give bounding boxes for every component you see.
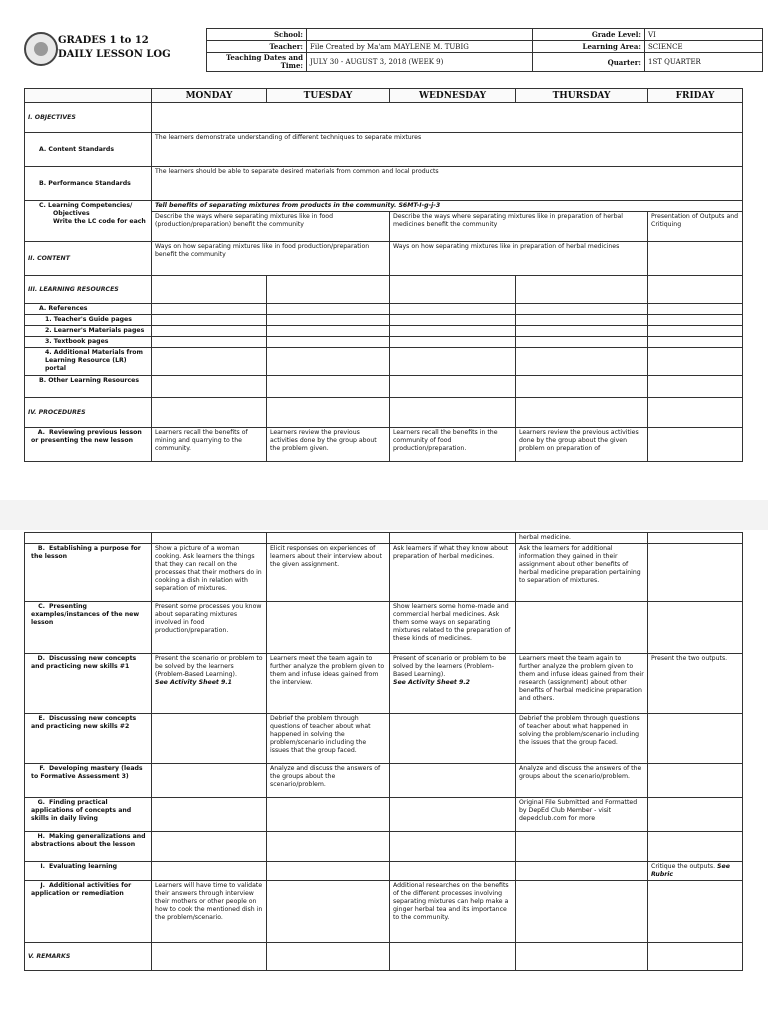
- procedure-b-label: [25, 544, 152, 602]
- procedure-j-monday: Learners will have time to validate their answers through interview their mothers or other people on how to cook the mentioned dish in the problem/scenario.: [152, 881, 267, 943]
- title-line-2: DAILY LESSON LOG: [58, 49, 171, 60]
- content-heading: II. CONTENT: [25, 242, 152, 276]
- day-thursday: THURSDAY: [516, 89, 648, 103]
- procedure-a-thursday-continued: herbal medicine.: [516, 533, 648, 544]
- lc-code-text: Tell benefits of separating mixtures from products in the community. S6MT-I-g-j-3: [152, 201, 743, 212]
- day-tuesday: TUESDAY: [267, 89, 390, 103]
- procedure-c-text: Presenting examples/instances of the new lesson: [31, 603, 140, 626]
- remarks-heading: V. REMARKS: [25, 943, 152, 971]
- activity-sheet-9-2: See Activity Sheet 9.2: [393, 679, 470, 686]
- procedure-i-text: Evaluating learning: [49, 863, 118, 870]
- lc-label-line-2: Objectives: [53, 210, 90, 217]
- objectives-empty: [152, 103, 743, 133]
- procedure-a-text: Reviewing previous lesson or presenting the new lesson: [31, 429, 142, 444]
- procedure-a-row: [25, 428, 743, 462]
- day-header-row: [25, 89, 743, 103]
- procedure-g-row: [25, 798, 743, 832]
- teacher-value: File Created by Ma'am MAYLENE M. TUBIG: [307, 41, 533, 53]
- procedure-a-monday: Learners recall the benefits of mining and quarrying to the community.: [152, 428, 267, 462]
- deped-seal-icon: [24, 32, 58, 66]
- content-standards-label: A. Content Standards: [25, 133, 152, 167]
- dates-label-line-2: Time:: [280, 61, 303, 70]
- lc-label-line-3: Write the LC code for each: [53, 218, 146, 225]
- procedure-f-thursday: Analyze and discuss the answers of the groups about the scenario/problem.: [516, 764, 648, 798]
- procedure-j-text: Additional activities for application or remediation: [31, 882, 132, 897]
- procedure-d-wednesday: [390, 654, 516, 714]
- performance-standards-text: The learners should be able to separate desired materials from common and local products: [152, 167, 743, 201]
- procedure-d-label: [25, 654, 152, 714]
- procedure-a-letter: A.: [37, 429, 45, 436]
- title-line-1: GRADES 1 to 12: [58, 35, 149, 46]
- content-monday: Ways on how separating mixtures like in food production/preparation benefit the community: [152, 242, 390, 276]
- procedure-c-row: [25, 602, 743, 654]
- performance-standards-row: [25, 167, 743, 201]
- procedure-c-wednesday: Show learners some home-made and commercial herbal medicines. Ask them some ways on separating mixtures related to the preparation of these kinds of medicines.: [390, 602, 516, 654]
- procedure-d-monday-text: Present the scenario or problem to be solved by the learners (Problem-Based Learning).: [155, 655, 263, 678]
- procedure-e-label: [25, 714, 152, 764]
- procedure-j-row: [25, 881, 743, 943]
- procedure-b-monday: Show a picture of a woman cooking. Ask learners the things that they can recall on the processes that their mothers do in cooking a dish in relation with separation of mixtures.: [152, 544, 267, 602]
- procedure-e-text: Discussing new concepts and practicing new skills #2: [31, 715, 137, 730]
- day-monday: MONDAY: [152, 89, 267, 103]
- teachers-guide-row: [25, 315, 743, 326]
- references-label: A. References: [25, 304, 152, 315]
- procedure-e-thursday: Debrief the problem through questions of teacher about what happened in solving the problem/scenario including the issues that the group faced.: [516, 714, 648, 764]
- procedure-b-wednesday: Ask learners if what they know about preparation of herbal medicines.: [390, 544, 516, 602]
- textbook-row: [25, 337, 743, 348]
- learning-competencies-label: [25, 201, 152, 242]
- other-resources-row: [25, 376, 743, 398]
- procedure-e-tuesday: Debrief the problem through questions of teacher about what happened in solving the problem/scenario including the issues that the group faced.: [267, 714, 390, 764]
- procedure-i-letter: I.: [40, 863, 45, 870]
- procedure-a-friday: [648, 428, 743, 462]
- page-gap: [0, 500, 768, 530]
- objectives-heading: I. OBJECTIVES: [25, 103, 152, 133]
- procedure-a-label: [25, 428, 152, 462]
- procedure-a-tuesday: Learners review the previous activities done by the group about the problem given.: [267, 428, 390, 462]
- additional-materials-label: 4. Additional Materials from Learning Resource (LR) portal: [25, 348, 152, 376]
- procedure-h-label: [25, 832, 152, 862]
- procedure-c-label: [25, 602, 152, 654]
- header-info-table: [206, 28, 763, 72]
- day-friday: FRIDAY: [648, 89, 743, 103]
- procedure-d-text: Discussing new concepts and practicing new skills #1: [31, 655, 137, 670]
- procedure-b-tuesday: Elicit responses on experiences of learners about their interview about the given assignment.: [267, 544, 390, 602]
- dates-label: [207, 53, 307, 72]
- lesson-log-header: [24, 28, 744, 76]
- procedure-f-text: Developing mastery (leads to Formative Assessment 3): [31, 765, 143, 780]
- day-wednesday: WEDNESDAY: [390, 89, 516, 103]
- procedure-b-thursday: Ask the learners for additional information they gained in their assignment about other benefits of herbal medicine preparation pertaining to separation of mixtures.: [516, 544, 648, 602]
- see-rubric: See Rubric: [651, 863, 730, 878]
- procedure-a-continued-row: [25, 533, 743, 544]
- content-row: [25, 242, 743, 276]
- grade-value: VI: [645, 29, 763, 41]
- procedure-g-letter: G.: [37, 799, 45, 806]
- procedure-e-row: [25, 714, 743, 764]
- lc-label-line-1: C. Learning Competencies/: [39, 202, 133, 209]
- lesson-table-page-1: [24, 88, 743, 462]
- page-2: [0, 530, 768, 1024]
- document-title: [58, 34, 171, 62]
- procedure-b-text: Establishing a purpose for the lesson: [31, 545, 141, 560]
- procedure-d-monday: [152, 654, 267, 714]
- learners-materials-label: 2. Learner's Materials pages: [25, 326, 152, 337]
- teacher-label: Teacher:: [207, 41, 307, 53]
- procedure-b-letter: B.: [37, 545, 45, 552]
- additional-materials-row: [25, 348, 743, 376]
- dates-label-line-1: Teaching Dates and: [225, 53, 303, 62]
- content-standards-text: The learners demonstrate understanding of different techniques to separate mixtures: [152, 133, 743, 167]
- procedure-b-row: [25, 544, 743, 602]
- procedure-g-thursday: Original File Submitted and Formatted by DepEd Club Member - visit depedclub.com for more: [516, 798, 648, 832]
- procedure-g-text: Finding practical applications of concepts and skills in daily living: [31, 799, 132, 822]
- procedure-j-letter: J.: [40, 882, 45, 889]
- corner-cell: [25, 89, 152, 103]
- procedure-f-tuesday: Analyze and discuss the answers of the groups about the scenario/problem.: [267, 764, 390, 798]
- procedure-h-row: [25, 832, 743, 862]
- quarter-label: Quarter:: [533, 53, 645, 72]
- learners-materials-row: [25, 326, 743, 337]
- school-label: School:: [207, 29, 307, 41]
- procedures-row: [25, 398, 743, 428]
- lc-code-row: [25, 201, 743, 212]
- procedure-d-wednesday-text: Present of scenario or problem to be solved by the learners (Problem-Based Learning).: [393, 655, 507, 678]
- procedure-f-label: [25, 764, 152, 798]
- teachers-guide-label: 1. Teacher's Guide pages: [25, 315, 152, 326]
- references-row: [25, 304, 743, 315]
- procedure-j-wednesday: Additional researches on the benefits of the different processes involving separating mixtures can help make a ginger herbal tea and its importance to the community.: [390, 881, 516, 943]
- procedure-i-row: [25, 862, 743, 881]
- area-value: SCIENCE: [645, 41, 763, 53]
- procedure-i-friday-text: Critique the outputs.: [651, 863, 716, 870]
- performance-standards-label: B. Performance Standards: [25, 167, 152, 201]
- activity-sheet-9-1: See Activity Sheet 9.1: [155, 679, 232, 686]
- grade-label: Grade Level:: [533, 29, 645, 41]
- quarter-value: 1ST QUARTER: [645, 53, 763, 72]
- procedure-a-wednesday: Learners recall the benefits in the community of food production/preparation.: [390, 428, 516, 462]
- procedure-d-tuesday: Learners meet the team again to further analyze the problem given to them and infuse ideas gained from the interview.: [267, 654, 390, 714]
- procedure-d-letter: D.: [37, 655, 45, 662]
- procedure-f-letter: F.: [39, 765, 45, 772]
- textbook-label: 3. Textbook pages: [25, 337, 152, 348]
- procedure-d-row: [25, 654, 743, 714]
- content-wednesday: Ways on how separating mixtures like in preparation of herbal medicines: [390, 242, 648, 276]
- procedure-i-friday: [648, 862, 743, 881]
- school-value: [307, 29, 533, 41]
- resources-row: [25, 276, 743, 304]
- area-label: Learning Area:: [533, 41, 645, 53]
- content-standards-row: [25, 133, 743, 167]
- page-1: [0, 0, 768, 500]
- procedure-j-label: [25, 881, 152, 943]
- resources-heading: III. LEARNING RESOURCES: [25, 276, 152, 304]
- procedure-h-letter: H.: [37, 833, 45, 840]
- procedure-g-label: [25, 798, 152, 832]
- procedure-e-letter: E.: [38, 715, 45, 722]
- procedure-c-letter: C.: [38, 603, 45, 610]
- procedure-h-text: Making generalizations and abstractions about the lesson: [31, 833, 146, 848]
- procedures-heading: IV. PROCEDURES: [25, 398, 152, 428]
- other-resources-label: B. Other Learning Resources: [25, 376, 152, 398]
- lesson-table-page-2: [24, 532, 743, 971]
- procedure-c-monday: Present some processes you know about separating mixtures involved in food production/preparation.: [152, 602, 267, 654]
- content-friday: [648, 242, 743, 276]
- remarks-row: [25, 943, 743, 971]
- lc-monday: Describe the ways where separating mixtures like in food (production/preparation) benefit the community: [152, 212, 390, 242]
- lc-friday: Presentation of Outputs and Critiquing: [648, 212, 743, 242]
- dates-value: JULY 30 - AUGUST 3, 2018 (WEEK 9): [307, 53, 533, 72]
- procedure-f-row: [25, 764, 743, 798]
- objectives-row: [25, 103, 743, 133]
- lc-wednesday: Describe the ways where separating mixtures like in preparation of herbal medicines benefit the community: [390, 212, 648, 242]
- procedure-d-thursday: Learners meet the team again to further analyze the problem given to them and infuse ideas gained from their research (assignment) about other benefits of herbal medicine preparation and others.: [516, 654, 648, 714]
- procedure-a-thursday: Learners review the previous activities done by the group about the given problem on preparation of: [516, 428, 648, 462]
- procedure-d-friday: Present the two outputs.: [648, 654, 743, 714]
- procedure-i-label: [25, 862, 152, 881]
